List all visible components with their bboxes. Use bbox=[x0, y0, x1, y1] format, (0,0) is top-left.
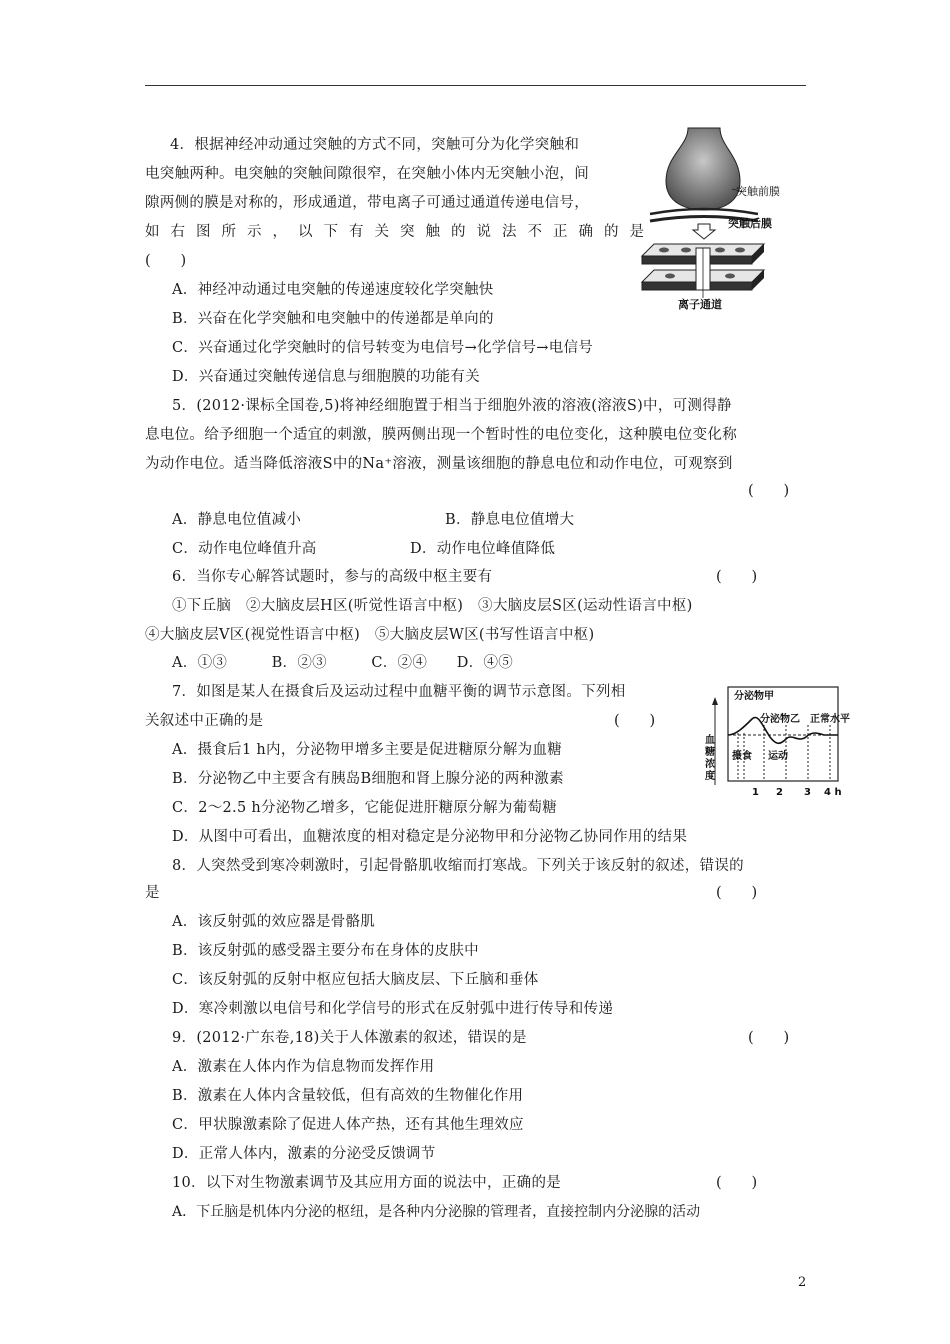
synapse-figure bbox=[640, 126, 800, 312]
label-secretion-b: 分泌物乙 bbox=[760, 714, 800, 725]
label-normal-level: 正常水平 bbox=[810, 714, 850, 725]
q9-stem: 9．(2012·广东卷,18)关于人体激素的叙述，错误的是 bbox=[172, 1030, 527, 1046]
label-exercise: 运动 bbox=[768, 751, 788, 762]
q4-answer-paren: ( ) bbox=[145, 253, 187, 269]
q8-line-1: 8．人突然受到寒冷刺激时，引起骨骼肌收缩而打寒战。下列关于该反射的叙述，错误的 bbox=[172, 858, 744, 874]
q6-options: A．①③ B．②③ C．②④ D．④⑤ bbox=[172, 655, 514, 671]
blood-glucose-figure bbox=[700, 685, 850, 803]
q9-option-a: A．激素在人体内作为信息物而发挥作用 bbox=[172, 1059, 435, 1075]
tick-4h: 4 h bbox=[824, 787, 842, 798]
q8-answer-paren: ( ) bbox=[716, 885, 758, 901]
q5-option-d: D．动作电位峰值降低 bbox=[410, 541, 556, 557]
q4-line-2: 电突触两种。电突触的突触间隙很窄，在突触小体内无突触小泡，间 bbox=[145, 166, 589, 182]
q5-answer-paren: ( ) bbox=[748, 483, 790, 499]
q7-line-1: 7．如图是某人在摄食后及运动过程中血糖平衡的调节示意图。下列相 bbox=[172, 684, 626, 700]
q6-answer-paren: ( ) bbox=[716, 569, 758, 585]
y-axis-label: 血糖浓度 bbox=[705, 735, 715, 782]
q5-line-3: 为动作电位。适当降低溶液S中的Na⁺溶液，测量该细胞的静息电位和动作电位，可观察到 bbox=[145, 456, 733, 472]
y-axis-arrow-icon bbox=[712, 697, 718, 705]
label-ion-channel: 离子通道 bbox=[678, 298, 722, 311]
q5-line-1: 5．(2012·课标全国卷,5)将神经细胞置于相当于细胞外液的溶液(溶液S)中，可测得静 bbox=[172, 398, 732, 414]
q7-answer-paren: ( ) bbox=[614, 713, 656, 729]
q4-line-1: 4．根据神经冲动通过突触的方式不同，突触可分为化学突触和 bbox=[170, 137, 580, 153]
q10-option-a: A．下丘脑是机体内分泌的枢纽，是各种内分泌腺的管理者，直接控制内分泌腺的活动 bbox=[172, 1204, 701, 1220]
q7-option-a: A．摄食后1 h内，分泌物甲增多主要是促进糖原分解为血糖 bbox=[172, 742, 563, 758]
header-rule bbox=[145, 85, 806, 86]
q5-line-2: 息电位。给予细胞一个适宜的刺激，膜两侧出现一个暂时性的电位变化，这种膜电位变化称 bbox=[145, 427, 737, 443]
presynaptic-membrane bbox=[650, 209, 758, 214]
label-secretion-a: 分泌物甲 bbox=[734, 691, 774, 702]
label-eating: 摄食 bbox=[732, 751, 752, 762]
q9-answer-paren: ( ) bbox=[748, 1030, 790, 1046]
q6-items-1: ①下丘脑 ②大脑皮层H区(听觉性语言中枢) ③大脑皮层S区(运动性语言中枢) bbox=[172, 598, 693, 614]
q4-line-3: 隙两侧的膜是对称的，形成通道，带电离子可通过通道传递电信号， bbox=[145, 195, 589, 211]
q4-option-b: B．兴奋在化学突触和电突触中的传递都是单向的 bbox=[172, 311, 494, 327]
q5-option-c: C．动作电位峰值升高 bbox=[172, 541, 317, 557]
q6-stem: 6．当你专心解答试题时，参与的高级中枢主要有 bbox=[172, 569, 493, 585]
label-pre-membrane: 突触前膜 bbox=[736, 185, 780, 198]
q9-option-b: B．激素在人体内含量较低，但有高效的生物催化作用 bbox=[172, 1088, 524, 1104]
tick-3: 3 bbox=[804, 787, 811, 798]
q4-option-a: A．神经冲动通过电突触的传递速度较化学突触快 bbox=[172, 282, 494, 298]
page-number: 2 bbox=[798, 1275, 807, 1290]
q8-option-b: B．该反射弧的感受器主要分布在身体的皮肤中 bbox=[172, 943, 479, 959]
q9-option-c: C．甲状腺激素除了促进人体产热，还有其他生理效应 bbox=[172, 1117, 524, 1133]
q7-option-c: C．2～2.5 h分泌物乙增多，它能促进肝糖原分解为葡萄糖 bbox=[172, 800, 558, 816]
q4-option-c: C．兴奋通过化学突触时的信号转变为电信号→化学信号→电信号 bbox=[172, 340, 594, 356]
q10-stem: 10．以下对生物激素调节及其应用方面的说法中，正确的是 bbox=[172, 1175, 562, 1191]
q6-items-2: ④大脑皮层V区(视觉性语言中枢) ⑤大脑皮层W区(书写性语言中枢) bbox=[145, 627, 595, 643]
q7-line-2: 关叙述中正确的是 bbox=[145, 713, 264, 729]
label-post-membrane: 突触后膜 bbox=[728, 217, 772, 230]
q7-option-b: B．分泌物乙中主要含有胰岛B细胞和肾上腺分泌的两种激素 bbox=[172, 771, 564, 787]
presynaptic-bulb bbox=[666, 128, 740, 210]
q10-answer-paren: ( ) bbox=[716, 1175, 758, 1191]
q8-option-a: A．该反射弧的效应器是骨骼肌 bbox=[172, 914, 376, 930]
q4-line-4: 如右图所示，以下有关突触的说法不正确的是 bbox=[145, 224, 655, 240]
q5-option-a: A．静息电位值减小 bbox=[172, 512, 302, 528]
q8-option-c: C．该反射弧的反射中枢应包括大脑皮层、下丘脑和垂体 bbox=[172, 972, 539, 988]
q5-option-b: B．静息电位值增大 bbox=[445, 512, 575, 528]
tick-2: 2 bbox=[776, 787, 783, 798]
q8-line-2: 是 bbox=[145, 885, 160, 901]
q7-option-d: D．从图中可看出，血糖浓度的相对稳定是分泌物甲和分泌物乙协同作用的结果 bbox=[172, 829, 688, 845]
tick-1: 1 bbox=[752, 787, 759, 798]
q4-option-d: D．兴奋通过突触传递信息与细胞膜的功能有关 bbox=[172, 369, 480, 385]
down-arrow-icon bbox=[693, 224, 715, 239]
q8-option-d: D．寒冷刺激以电信号和化学信号的形式在反射弧中进行传导和传递 bbox=[172, 1001, 614, 1017]
q9-option-d: D．正常人体内，激素的分泌受反馈调节 bbox=[172, 1146, 436, 1162]
